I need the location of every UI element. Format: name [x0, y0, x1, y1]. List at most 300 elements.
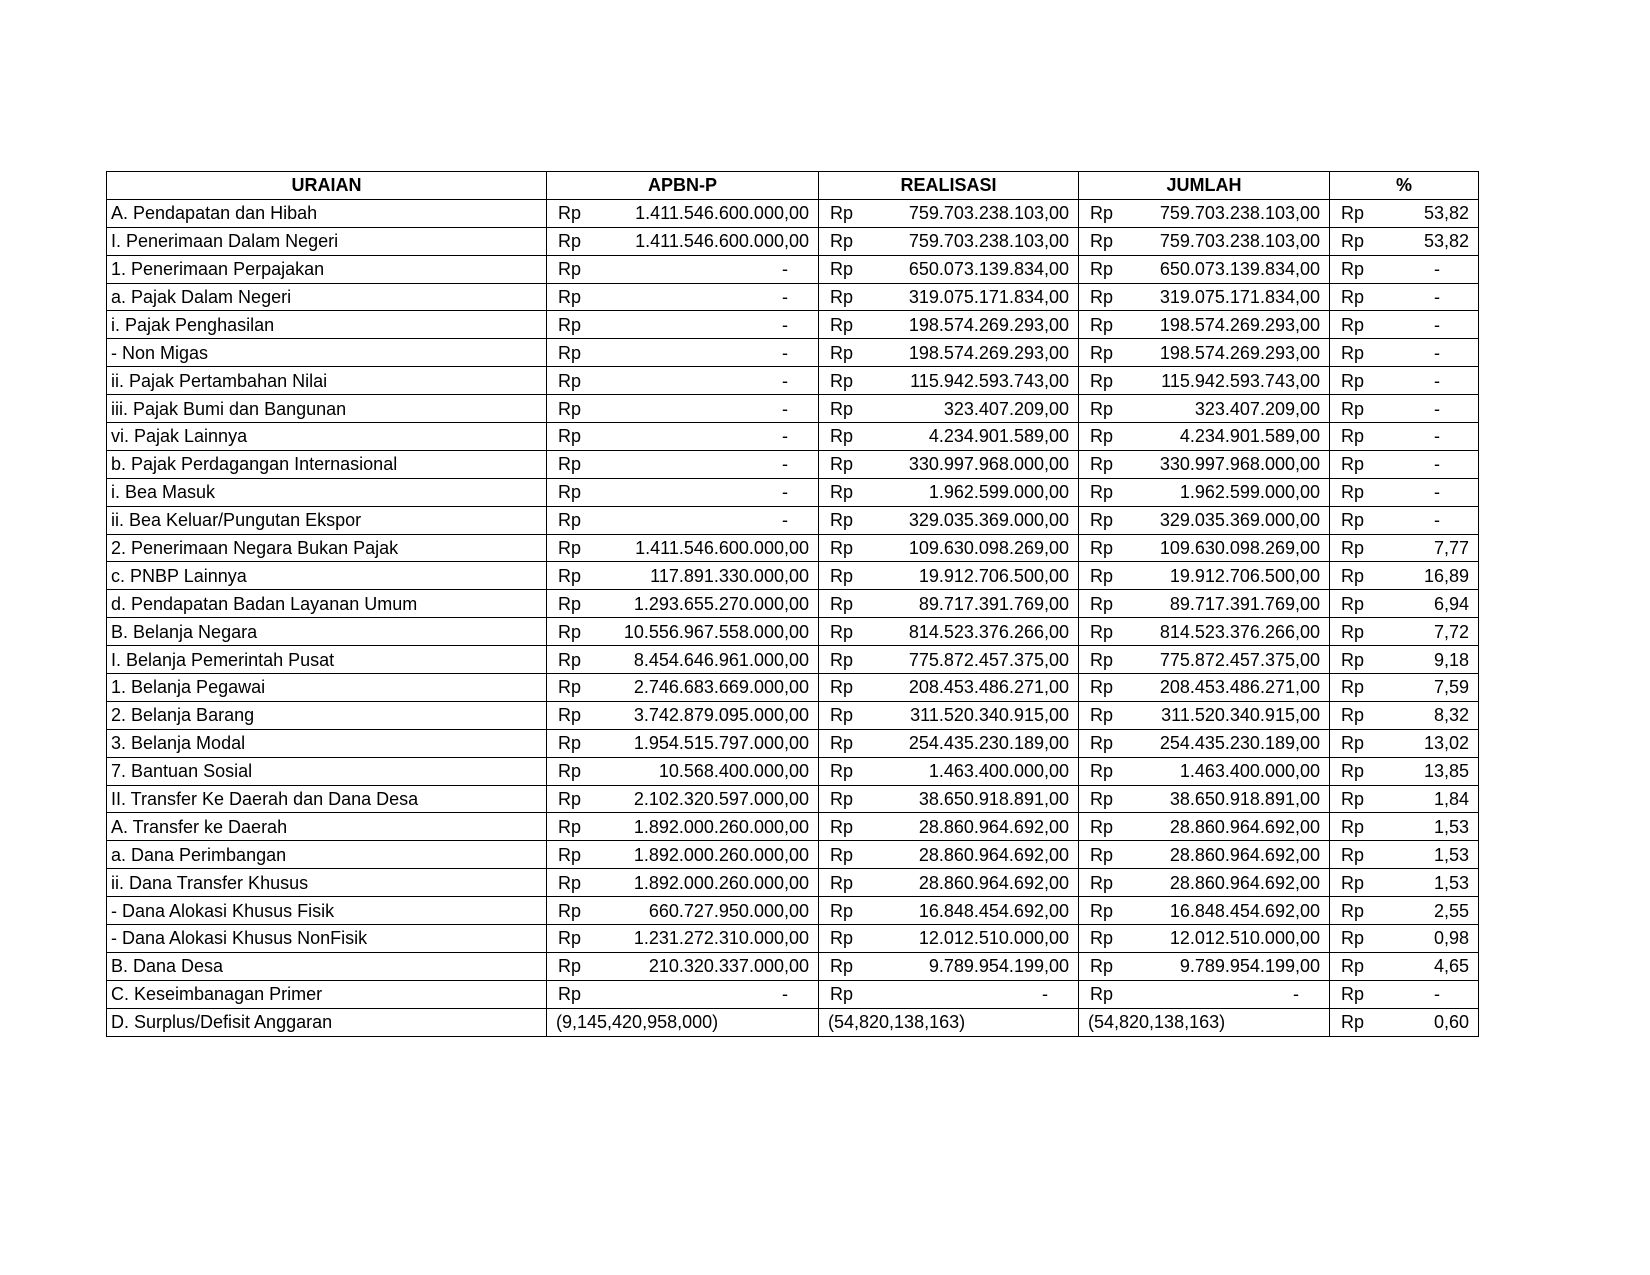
currency-label: Rp — [1090, 928, 1114, 949]
currency-label: Rp — [1090, 203, 1114, 224]
apbn-p-cell — [547, 869, 819, 897]
realisasi-value: 254.435.230.189,00 — [908, 733, 1069, 754]
realisasi-value: 198.574.269.293,00 — [908, 342, 1069, 363]
jumlah-value: 814.523.376.266,00 — [1159, 621, 1320, 642]
jumlah-value: 198.574.269.293,00 — [1159, 314, 1320, 335]
header-realisasi: REALISASI — [819, 172, 1079, 200]
percent-value: 4,65 — [1433, 956, 1469, 977]
currency-label: Rp — [1090, 900, 1114, 921]
realisasi-cell — [819, 590, 1079, 618]
jumlah-cell — [1079, 925, 1330, 953]
currency-label: Rp — [1090, 677, 1114, 698]
currency-label: Rp — [830, 370, 854, 391]
currency-label: Rp — [1090, 482, 1114, 503]
percent-value: 7,77 — [1433, 538, 1469, 559]
jumlah-value: 115.942.593.743,00 — [1161, 370, 1320, 391]
apbn-p-cell — [547, 506, 819, 534]
currency-label: Rp — [830, 342, 854, 363]
jumlah-cell — [1079, 562, 1330, 590]
currency-label: Rp — [830, 621, 854, 642]
percent-cell — [1330, 646, 1479, 674]
currency-label: Rp — [1090, 287, 1114, 307]
jumlah-value: 12.012.510.000,00 — [1169, 928, 1320, 949]
apbn-p-value: 2.746.683.669.000,00 — [633, 677, 809, 698]
apbn-p-value: 660.727.950.000,00 — [648, 900, 809, 921]
realisasi-cell — [819, 701, 1079, 729]
jumlah-value: 16.848.454.692,00 — [1169, 900, 1320, 921]
apbn-p-value: - — [782, 342, 788, 363]
currency-label: Rp — [1090, 314, 1114, 335]
uraian-cell: I. Belanja Pemerintah Pusat — [107, 646, 547, 674]
currency-label: Rp — [1341, 593, 1365, 614]
jumlah-value: 28.860.964.692,00 — [1169, 816, 1320, 837]
percent-value: - — [1434, 259, 1440, 280]
currency-label: Rp — [1090, 398, 1114, 419]
currency-label: Rp — [1341, 342, 1365, 363]
currency-label: Rp — [1341, 203, 1365, 224]
uraian-cell: i. Bea Masuk — [107, 478, 547, 506]
currency-label: Rp — [1341, 816, 1365, 837]
currency-label: Rp — [1341, 426, 1365, 447]
realisasi-value: 9.789.954.199,00 — [928, 956, 1069, 977]
jumlah-cell — [1079, 423, 1330, 451]
apbn-p-value: - — [782, 314, 788, 335]
realisasi-cell — [819, 395, 1079, 423]
currency-label: Rp — [558, 844, 582, 865]
currency-label: Rp — [1090, 844, 1114, 865]
apbn-p-value: - — [782, 398, 788, 419]
percent-cell — [1330, 227, 1479, 255]
realisasi-value: 814.523.376.266,00 — [908, 621, 1069, 642]
percent-value: 53,82 — [1423, 203, 1469, 224]
jumlah-cell — [1079, 339, 1330, 367]
currency-label: Rp — [830, 900, 854, 921]
currency-label: Rp — [558, 203, 582, 224]
jumlah-value: 311.520.340.915,00 — [1161, 705, 1320, 726]
percent-value: - — [1434, 314, 1440, 335]
realisasi-value: 650.073.139.834,00 — [908, 259, 1069, 280]
table-row — [107, 618, 1479, 646]
apbn-p-cell — [547, 646, 819, 674]
uraian-cell: ii. Pajak Pertambahan Nilai — [107, 367, 547, 395]
percent-cell — [1330, 534, 1479, 562]
realisasi-value: 759.703.238.103,00 — [908, 231, 1069, 252]
currency-label: Rp — [1090, 426, 1114, 447]
jumlah-cell — [1079, 534, 1330, 562]
currency-label: Rp — [558, 621, 582, 642]
currency-label: Rp — [830, 928, 854, 949]
currency-label: Rp — [558, 454, 582, 475]
percent-value: - — [1434, 287, 1440, 307]
apbn-p-cell — [547, 841, 819, 869]
currency-label: Rp — [558, 789, 582, 810]
apbn-p-cell — [547, 534, 819, 562]
percent-cell — [1330, 757, 1479, 785]
realisasi-cell — [819, 506, 1079, 534]
realisasi-cell — [819, 199, 1079, 227]
currency-label: Rp — [830, 482, 854, 503]
jumlah-cell — [1079, 506, 1330, 534]
realisasi-cell — [819, 674, 1079, 702]
currency-label: Rp — [558, 370, 582, 391]
table-row — [107, 757, 1479, 785]
currency-label: Rp — [1341, 984, 1365, 1005]
table-row — [107, 1008, 1479, 1036]
header-apbn-p: APBN-P — [547, 172, 819, 200]
percent-cell — [1330, 255, 1479, 283]
apbn-p-cell — [547, 283, 819, 311]
realisasi-value: - — [1042, 984, 1048, 1005]
jumlah-value: 254.435.230.189,00 — [1159, 733, 1320, 754]
currency-label: Rp — [830, 538, 854, 559]
currency-label: Rp — [830, 454, 854, 475]
table-row — [107, 450, 1479, 478]
currency-label: Rp — [1341, 370, 1365, 391]
realisasi-value: 329.035.369.000,00 — [908, 510, 1069, 531]
apbn-p-value: - — [782, 426, 788, 447]
percent-value: - — [1434, 984, 1440, 1005]
apbn-p-value: - — [782, 259, 788, 280]
apbn-p-cell — [547, 562, 819, 590]
currency-label: Rp — [830, 426, 854, 447]
percent-value: 53,82 — [1423, 231, 1469, 252]
apbn-p-value: 10.556.967.558.000,00 — [623, 621, 809, 642]
jumlah-value: 319.075.171.834,00 — [1159, 287, 1320, 307]
realisasi-cell — [819, 980, 1079, 1008]
realisasi-cell — [819, 869, 1079, 897]
uraian-cell: ii. Bea Keluar/Pungutan Ekspor — [107, 506, 547, 534]
table-row — [107, 423, 1479, 451]
table-body — [107, 199, 1479, 1036]
jumlah-cell — [1079, 1008, 1330, 1036]
realisasi-value: 28.860.964.692,00 — [918, 872, 1069, 893]
currency-label: Rp — [1341, 287, 1365, 307]
currency-label: Rp — [1341, 231, 1365, 252]
apbn-p-value: (9,145,420,958,000) — [556, 1012, 719, 1033]
jumlah-cell — [1079, 729, 1330, 757]
realisasi-value: 4.234.901.589,00 — [928, 426, 1069, 447]
jumlah-value: 28.860.964.692,00 — [1169, 844, 1320, 865]
uraian-cell: - Dana Alokasi Khusus NonFisik — [107, 925, 547, 953]
currency-label: Rp — [558, 342, 582, 363]
percent-value: 6,94 — [1433, 593, 1469, 614]
table-row — [107, 897, 1479, 925]
uraian-cell: ii. Dana Transfer Khusus — [107, 869, 547, 897]
currency-label: Rp — [558, 928, 582, 949]
uraian-cell: 3. Belanja Modal — [107, 729, 547, 757]
realisasi-value: 330.997.968.000,00 — [908, 454, 1069, 475]
realisasi-cell — [819, 562, 1079, 590]
table-row — [107, 506, 1479, 534]
realisasi-cell — [819, 534, 1079, 562]
currency-label: Rp — [558, 705, 582, 726]
apbn-p-cell — [547, 980, 819, 1008]
currency-label: Rp — [558, 649, 582, 670]
uraian-cell: d. Pendapatan Badan Layanan Umum — [107, 590, 547, 618]
currency-label: Rp — [558, 287, 582, 307]
jumlah-value: 330.997.968.000,00 — [1159, 454, 1320, 475]
currency-label: Rp — [1090, 733, 1114, 754]
jumlah-cell — [1079, 311, 1330, 339]
apbn-p-value: - — [782, 984, 788, 1005]
jumlah-cell — [1079, 367, 1330, 395]
realisasi-value: 28.860.964.692,00 — [918, 844, 1069, 865]
uraian-cell: 1. Penerimaan Perpajakan — [107, 255, 547, 283]
currency-label: Rp — [558, 872, 582, 893]
jumlah-value: 38.650.918.891,00 — [1169, 789, 1320, 810]
apbn-p-value: 1.411.546.600.000,00 — [635, 231, 809, 252]
jumlah-value: 208.453.486.271,00 — [1159, 677, 1320, 698]
currency-label: Rp — [1090, 370, 1114, 391]
realisasi-value: 759.703.238.103,00 — [908, 203, 1069, 224]
percent-cell — [1330, 283, 1479, 311]
table-row — [107, 255, 1479, 283]
currency-label: Rp — [558, 733, 582, 754]
currency-label: Rp — [1090, 621, 1114, 642]
table-row — [107, 813, 1479, 841]
uraian-cell: B. Belanja Negara — [107, 618, 547, 646]
realisasi-cell — [819, 757, 1079, 785]
realisasi-value: 311.520.340.915,00 — [910, 705, 1069, 726]
table-row — [107, 952, 1479, 980]
uraian-cell: vi. Pajak Lainnya — [107, 423, 547, 451]
currency-label: Rp — [830, 398, 854, 419]
realisasi-value: 28.860.964.692,00 — [918, 816, 1069, 837]
realisasi-cell — [819, 897, 1079, 925]
realisasi-cell — [819, 311, 1079, 339]
uraian-cell: I. Penerimaan Dalam Negeri — [107, 227, 547, 255]
percent-value: 0,60 — [1433, 1012, 1469, 1033]
jumlah-value: 28.860.964.692,00 — [1169, 872, 1320, 893]
table-row — [107, 534, 1479, 562]
jumlah-cell — [1079, 785, 1330, 813]
realisasi-cell — [819, 813, 1079, 841]
percent-cell — [1330, 423, 1479, 451]
percent-cell — [1330, 785, 1479, 813]
percent-value: 9,18 — [1433, 649, 1469, 670]
jumlah-cell — [1079, 590, 1330, 618]
uraian-cell: 2. Penerimaan Negara Bukan Pajak — [107, 534, 547, 562]
jumlah-value: 329.035.369.000,00 — [1159, 510, 1320, 531]
percent-cell — [1330, 506, 1479, 534]
realisasi-cell — [819, 841, 1079, 869]
realisasi-value: 38.650.918.891,00 — [918, 789, 1069, 810]
uraian-cell: B. Dana Desa — [107, 952, 547, 980]
uraian-cell: a. Pajak Dalam Negeri — [107, 283, 547, 311]
uraian-cell: i. Pajak Penghasilan — [107, 311, 547, 339]
currency-label: Rp — [830, 259, 854, 280]
apbn-p-value: - — [782, 370, 788, 391]
percent-cell — [1330, 478, 1479, 506]
realisasi-value: 1.962.599.000,00 — [928, 482, 1069, 503]
jumlah-cell — [1079, 897, 1330, 925]
header-jumlah: JUMLAH — [1079, 172, 1330, 200]
apbn-p-cell — [547, 757, 819, 785]
jumlah-cell — [1079, 199, 1330, 227]
percent-cell — [1330, 450, 1479, 478]
apbn-p-value: - — [782, 482, 788, 503]
table-row — [107, 729, 1479, 757]
percent-value: 1,53 — [1433, 872, 1469, 893]
apbn-p-cell — [547, 450, 819, 478]
jumlah-value: 4.234.901.589,00 — [1179, 426, 1320, 447]
header-percent: % — [1330, 172, 1479, 200]
apbn-p-cell — [547, 227, 819, 255]
apbn-p-cell — [547, 339, 819, 367]
currency-label: Rp — [1341, 454, 1365, 475]
jumlah-cell — [1079, 757, 1330, 785]
realisasi-cell — [819, 339, 1079, 367]
uraian-cell: C. Keseimbanagan Primer — [107, 980, 547, 1008]
jumlah-cell — [1079, 952, 1330, 980]
apbn-p-value: 1.892.000.260.000,00 — [633, 816, 809, 837]
currency-label: Rp — [830, 789, 854, 810]
realisasi-cell — [819, 1008, 1079, 1036]
realisasi-cell — [819, 618, 1079, 646]
table-row — [107, 478, 1479, 506]
currency-label: Rp — [1090, 789, 1114, 810]
realisasi-cell — [819, 450, 1079, 478]
currency-label: Rp — [558, 761, 582, 782]
currency-label: Rp — [1341, 900, 1365, 921]
jumlah-value: 759.703.238.103,00 — [1159, 231, 1320, 252]
currency-label: Rp — [1090, 705, 1114, 726]
jumlah-cell — [1079, 255, 1330, 283]
currency-label: Rp — [1341, 928, 1365, 949]
percent-cell — [1330, 841, 1479, 869]
realisasi-value: 19.912.706.500,00 — [918, 565, 1069, 586]
jumlah-value: 1.463.400.000,00 — [1179, 761, 1320, 782]
uraian-cell: a. Dana Perimbangan — [107, 841, 547, 869]
percent-value: - — [1434, 370, 1440, 391]
table-row — [107, 367, 1479, 395]
currency-label: Rp — [830, 984, 854, 1005]
currency-label: Rp — [830, 287, 854, 307]
jumlah-value: 1.962.599.000,00 — [1179, 482, 1320, 503]
apbn-p-cell — [547, 367, 819, 395]
currency-label: Rp — [1341, 761, 1365, 782]
uraian-cell: - Non Migas — [107, 339, 547, 367]
jumlah-cell — [1079, 395, 1330, 423]
currency-label: Rp — [558, 956, 582, 977]
realisasi-cell — [819, 255, 1079, 283]
currency-label: Rp — [830, 872, 854, 893]
currency-label: Rp — [558, 593, 582, 614]
apbn-p-cell — [547, 311, 819, 339]
apbn-p-cell — [547, 478, 819, 506]
realisasi-value: 775.872.457.375,00 — [908, 649, 1069, 670]
percent-value: 1,84 — [1433, 789, 1469, 810]
realisasi-cell — [819, 283, 1079, 311]
percent-value: - — [1434, 342, 1440, 363]
table-row — [107, 869, 1479, 897]
currency-label: Rp — [1090, 956, 1114, 977]
currency-label: Rp — [558, 538, 582, 559]
jumlah-value: 89.717.391.769,00 — [1169, 593, 1320, 614]
apbn-p-cell — [547, 785, 819, 813]
apbn-p-cell — [547, 813, 819, 841]
currency-label: Rp — [1341, 677, 1365, 698]
apbn-p-cell — [547, 590, 819, 618]
realisasi-value: 89.717.391.769,00 — [918, 593, 1069, 614]
currency-label: Rp — [558, 677, 582, 698]
apbn-p-value: 8.454.646.961.000,00 — [633, 649, 809, 670]
apbn-p-value: 10.568.400.000,00 — [658, 761, 809, 782]
currency-label: Rp — [1090, 342, 1114, 363]
table-row — [107, 199, 1479, 227]
apbn-p-value: 117.891.330.000,00 — [650, 565, 809, 586]
percent-cell — [1330, 729, 1479, 757]
currency-label: Rp — [558, 816, 582, 837]
jumlah-cell — [1079, 646, 1330, 674]
percent-value: - — [1434, 398, 1440, 419]
currency-label: Rp — [1341, 538, 1365, 559]
percent-value: - — [1434, 454, 1440, 475]
jumlah-cell — [1079, 980, 1330, 1008]
apbn-p-cell — [547, 255, 819, 283]
realisasi-cell — [819, 952, 1079, 980]
jumlah-value: 759.703.238.103,00 — [1159, 203, 1320, 224]
currency-label: Rp — [1341, 510, 1365, 531]
realisasi-value: 1.463.400.000,00 — [928, 761, 1069, 782]
percent-value: - — [1434, 510, 1440, 531]
jumlah-cell — [1079, 450, 1330, 478]
currency-label: Rp — [1090, 761, 1114, 782]
percent-value: 1,53 — [1433, 844, 1469, 865]
percent-value: 8,32 — [1433, 705, 1469, 726]
jumlah-cell — [1079, 869, 1330, 897]
currency-label: Rp — [830, 231, 854, 252]
uraian-cell: II. Transfer Ke Daerah dan Dana Desa — [107, 785, 547, 813]
apbn-p-cell — [547, 674, 819, 702]
currency-label: Rp — [1341, 1012, 1365, 1033]
percent-cell — [1330, 897, 1479, 925]
jumlah-cell — [1079, 701, 1330, 729]
apbn-p-value: 1.411.546.600.000,00 — [635, 538, 809, 559]
currency-label: Rp — [1341, 649, 1365, 670]
uraian-cell: D. Surplus/Defisit Anggaran — [107, 1008, 547, 1036]
percent-value: 7,59 — [1433, 677, 1469, 698]
jumlah-value: 650.073.139.834,00 — [1159, 259, 1320, 280]
percent-cell — [1330, 925, 1479, 953]
currency-label: Rp — [1341, 844, 1365, 865]
table-row — [107, 925, 1479, 953]
currency-label: Rp — [830, 816, 854, 837]
currency-label: Rp — [1090, 538, 1114, 559]
currency-label: Rp — [1341, 621, 1365, 642]
uraian-cell: A. Pendapatan dan Hibah — [107, 199, 547, 227]
apbn-p-cell — [547, 395, 819, 423]
percent-cell — [1330, 199, 1479, 227]
percent-value: 2,55 — [1433, 900, 1469, 921]
table-row — [107, 674, 1479, 702]
currency-label: Rp — [830, 677, 854, 698]
currency-label: Rp — [830, 565, 854, 586]
uraian-cell: iii. Pajak Bumi dan Bangunan — [107, 395, 547, 423]
table-row — [107, 701, 1479, 729]
realisasi-value: 323.407.209,00 — [943, 398, 1069, 419]
currency-label: Rp — [558, 314, 582, 335]
percent-value: 16,89 — [1423, 565, 1469, 586]
currency-label: Rp — [1090, 872, 1114, 893]
realisasi-cell — [819, 785, 1079, 813]
currency-label: Rp — [1341, 259, 1365, 280]
apbn-p-cell — [547, 897, 819, 925]
percent-value: 1,53 — [1433, 816, 1469, 837]
table-row — [107, 841, 1479, 869]
currency-label: Rp — [1090, 984, 1114, 1005]
uraian-cell: - Dana Alokasi Khusus Fisik — [107, 897, 547, 925]
